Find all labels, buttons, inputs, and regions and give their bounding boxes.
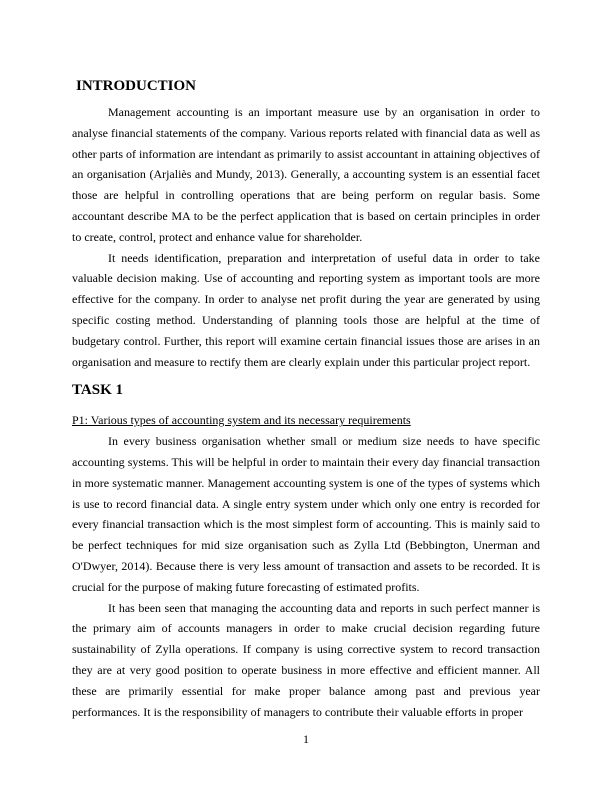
document-page <box>72 76 540 722</box>
task1-paragraph-1: In every business organisation whether small or medium size needs to have specific accounting systems. This will be helpful in order to maintain their every day financial transaction in more systematic manner. Management accounting system is one of the types of systems which is use to record financial data. A single entry system under which only one entry is recorded for every financial transaction which is the most simplest form of accounting. This is mainly said to be perfect techniques for mid size organisation such as Zylla Ltd (Bebbington, Unerman and O'Dwyer, 2014). Because there is very less amount of transaction and assets to be recorded. It is crucial for the purpose of making future forecasting of estimated profits. <box>72 434 540 594</box>
task-1-heading: TASK 1 <box>72 382 123 399</box>
p1-subheading: P1: Various types of accounting system and its necessary requirements <box>72 413 411 428</box>
task1-paragraph-2: It has been seen that managing the accounting data and reports in such perfect manner is the primary aim of accounts managers in order to make crucial decision regarding future sustainability of Zylla operations. If company is using corrective system to record transaction they are at very good position to operate business in more effective and efficient manner. All these are primarily essential for make proper balance among past and previous year performances. It is the responsibility of managers to contribute their valuable efforts in proper <box>72 600 540 719</box>
intro-paragraph-1: Management accounting is an important measure use by an organisation in order to analyse financial statements of the company. Various reports related with financial data as well as other parts of information are intendant as primarily to assist accountant in attaining objectives of an organisation (Arjaliès and Mundy, 2013). Generally, a accounting system is an essential facet those are helpful in controlling operations that are being perform on regular basis. Some accountant describe MA to be the perfect application that is based on certain principles in order to create, control, protect and enhance value for shareholder. <box>72 105 540 244</box>
intro-paragraph-2: It needs identification, preparation and interpretation of useful data in order to take valuable decision making. Use of accounting and reporting system as important tools are more effective for the company. In order to analyse net profit during the year are generated by using specific costing method. Understanding of planning tools those are helpful at the time of budgetary control. Further, this report will examine certain financial issues those are arises in an organisation and measure to rectify them are clearly explain under this particular project report. <box>72 250 540 369</box>
page-number: 1 <box>303 732 309 746</box>
introduction-heading: INTRODUCTION <box>76 78 197 94</box>
